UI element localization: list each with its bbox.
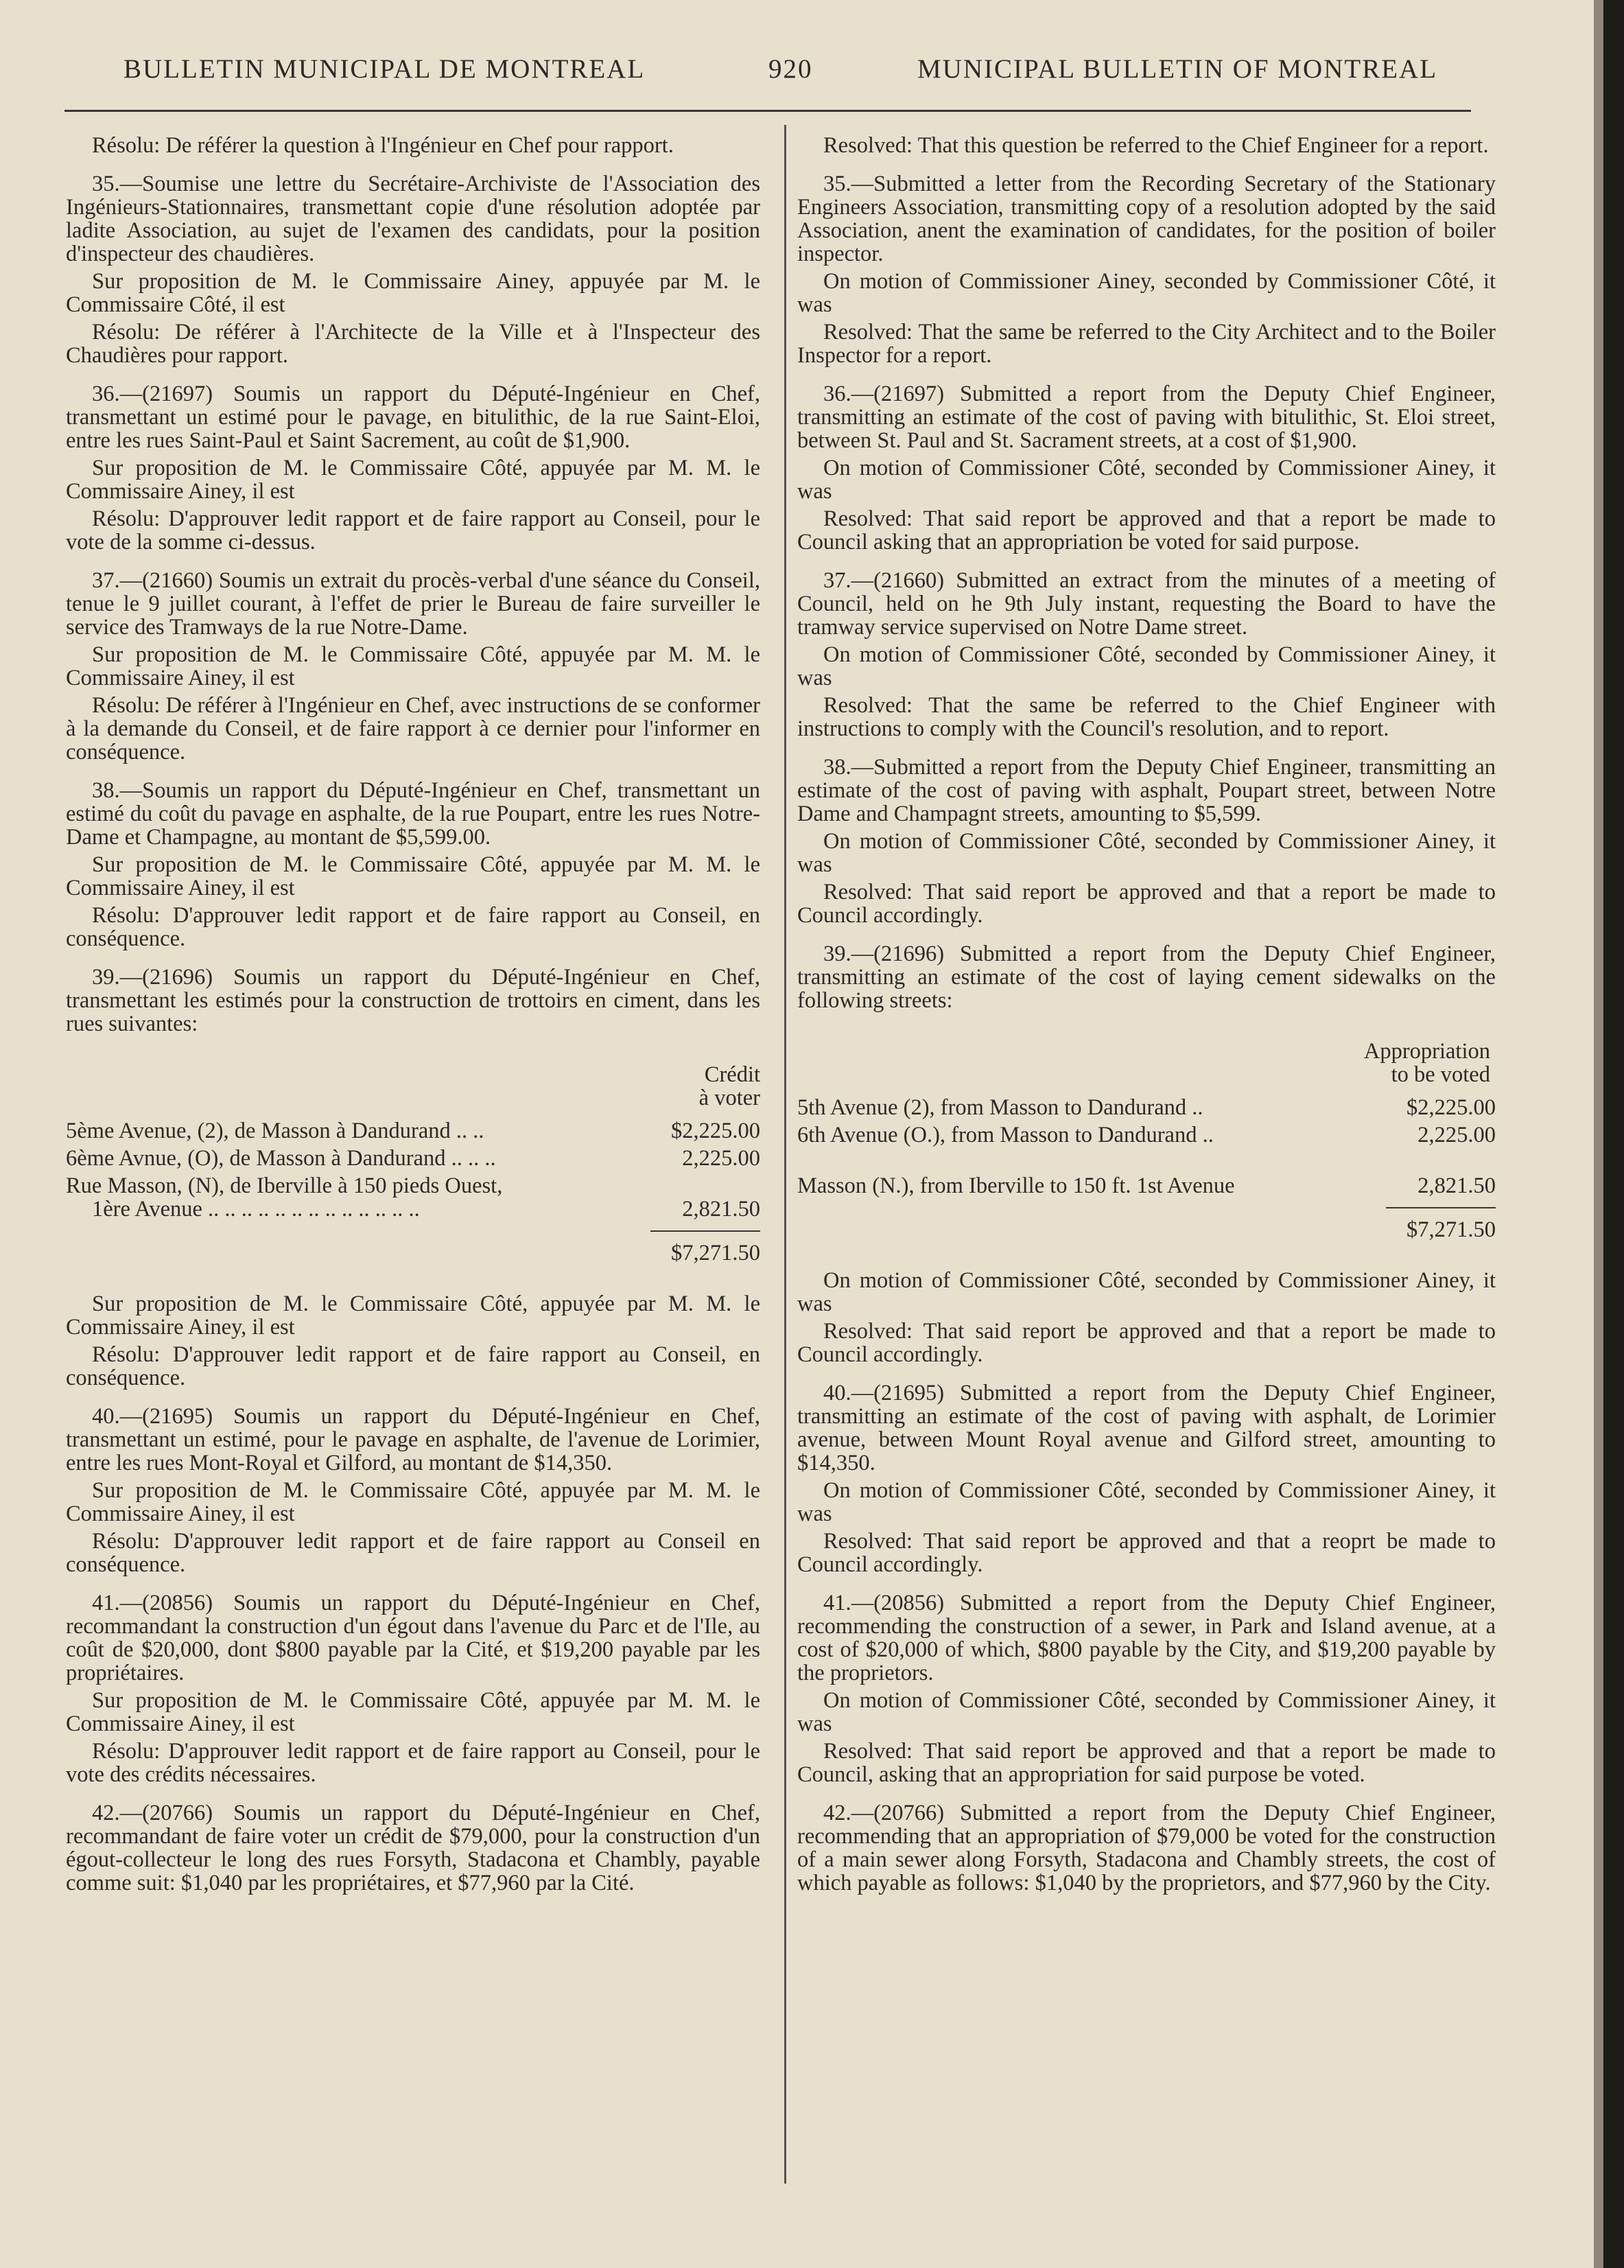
en-table-header-line: Appropriation xyxy=(1363,1039,1490,1064)
en-row-amount: 2,821.50 xyxy=(1417,1173,1496,1198)
en-paragraph: 38.—Submitted a report from the Deputy Chief Engineer, transmitting an estimate of the cost of paving with asphalt, Poupart street, between Notre Dame and Champagnt streets, amounting to $5,599. xyxy=(797,755,1496,826)
fr-paragraph: Résolu: D'approuver ledit rapport et de faire rapport au Conseil, pour le vote des crédits nécessaires. xyxy=(66,1739,760,1787)
binding-edge xyxy=(1603,0,1624,2268)
fr-table-header-line: à voter xyxy=(698,1086,760,1110)
en-paragraph: On motion of Commissioner Côté, seconded by Commissioner Ainey, it was xyxy=(797,1268,1496,1316)
fr-paragraph: 40.—(21695) Soumis un rapport du Député-Ingénieur en Chef, transmettant un estimé, pour le pavage en asphalte, de l'avenue de Lorimier, entre les rues Mont-Royal et Gilford, au montant de $14,350. xyxy=(66,1404,760,1475)
en-paragraph: 42.—(20766) Submitted a report from the Deputy Chief Engineer, recommending that an appropriation of $79,000 be voted for the construction of a main sewer along Forsyth, Stadacona and Chambly streets, the cost of which payable as follows: $1,040 by the proprietors, and $77,960 by the City. xyxy=(797,1801,1496,1895)
fr-paragraph: 39.—(21696) Soumis un rapport du Député-Ingénieur en Chef, transmettant les estimés pour la construction de trottoirs en ciment, dans les rues suivantes: xyxy=(66,965,760,1036)
fr-row-label-line: Rue Masson, (N), de Iberville à 150 pieds Ouest, xyxy=(66,1173,503,1198)
en-paragraph: 35.—Submitted a letter from the Recording Secretary of the Stationary Engineers Association, transmitting copy of a resolution adopted by the said Association, anent the examination of candidates, for the position of boiler inspector. xyxy=(797,172,1496,266)
en-row-amount: 2,225.00 xyxy=(1417,1123,1496,1147)
fr-paragraph: Résolu: De référer à l'Architecte de la Ville et à l'Inspecteur des Chaudières pour rapport. xyxy=(66,320,760,368)
fr-table-header xyxy=(66,1063,760,1110)
en-paragraph: Resolved: That said report be approved and that a report be made to Council accordingly. xyxy=(797,880,1496,928)
fr-paragraph: Sur proposition de M. le Commissaire Ainey, appuyée par M. le Commissaire Côté, il est xyxy=(66,269,760,317)
en-paragraph: 41.—(20856) Submitted a report from the Deputy Chief Engineer, recommending the construction of a sewer, in Park and Island avenue, at a cost of $20,000 of which, $800 payable by the City, and $19,200 payable by the proprietors. xyxy=(797,1591,1496,1685)
fr-row-amount: $2,225.00 xyxy=(671,1119,760,1143)
binding-shadow xyxy=(1594,0,1603,2268)
fr-total-rule xyxy=(650,1230,760,1232)
fr-table-row xyxy=(66,1147,760,1170)
en-total-rule xyxy=(1386,1207,1496,1208)
fr-paragraph: 38.—Soumis un rapport du Député-Ingénieur en Chef, transmettant un estimé du coût du pavage en asphalte, de la rue Poupart, entre les rues Notre-Dame et Champagne, au montant de $5,599.00. xyxy=(66,778,760,850)
fr-paragraph: 35.—Soumise une lettre du Secrétaire-Archiviste de l'Association des Ingénieurs-Stationnaires, transmettant copie d'une résolution adoptée par ladite Association, au sujet de l'examen des candidats, pour la position d'inspecteur des chaudières. xyxy=(66,172,760,266)
en-table-header xyxy=(797,1040,1496,1086)
fr-row-label xyxy=(66,1174,657,1221)
en-paragraph: Resolved: That this question be referred to the Chief Engineer for a report. xyxy=(823,133,1489,158)
fr-table-row xyxy=(66,1119,760,1143)
en-row-label: 5th Avenue (2), from Masson to Dandurand .. xyxy=(797,1095,1203,1120)
fr-paragraph: 36.—(21697) Soumis un rapport du Député-Ingénieur en Chef, transmettant un estimé pour le pavage, en bitulithic, de la rue Saint-Eloi, entre les rues Saint-Paul et Saint Sacrement, au coût de $1,900. xyxy=(66,382,760,453)
fr-table-header-line: Crédit xyxy=(704,1062,760,1087)
en-row-amount: $2,225.00 xyxy=(1407,1095,1496,1120)
column-divider xyxy=(784,125,786,2184)
en-paragraph: 39.—(21696) Submitted a report from the Deputy Chief Engineer, transmitting an estimate of the cost of laying cement sidewalks on the following streets: xyxy=(797,942,1496,1013)
en-paragraph: 37.—(21660) Submitted an extract from the minutes of a meeting of Council, held on he 9th July instant, requesting the Board to have the tramway service supervised on Notre Dame street. xyxy=(797,568,1496,640)
english-column xyxy=(797,134,1496,1899)
en-paragraph: Resolved: That the same be referred to the City Architect and to the Boiler Inspector for a report. xyxy=(797,320,1496,368)
en-paragraph: On motion of Commissioner Côté, seconded by Commissioner Ainey, it was xyxy=(797,1688,1496,1736)
fr-paragraph: 41.—(20856) Soumis un rapport du Député-Ingénieur en Chef, recommandant la construction d'un égout dans l'avenue du Parc et de l'Ile, au coût de $20,000, dont $800 payable par la Cité, et $19,200 payable par les propriétaires. xyxy=(66,1591,760,1685)
en-paragraph: Resolved: That said report be approved and that a reoprt be made to Council accordingly. xyxy=(797,1529,1496,1577)
page-number: 920 xyxy=(768,54,813,84)
en-paragraph: Resolved: That said report be approved and that a report be made to Council asking that an appropriation be voted for said purpose. xyxy=(797,506,1496,554)
fr-row-label: 6ème Avnue, (O), de Masson à Dandurand .. .. .. xyxy=(66,1146,496,1171)
fr-row-label: 5ème Avenue, (2), de Masson à Dandurand .. .. xyxy=(66,1119,484,1143)
fr-paragraph: Résolu: D'approuver ledit rapport et de faire rapport au Conseil en conséquence. xyxy=(66,1529,760,1577)
en-paragraph: On motion of Commissioner Côté, seconded by Commissioner Ainey, it was xyxy=(797,829,1496,877)
header-english-title: MUNICIPAL BULLETIN OF MONTREAL xyxy=(917,54,1438,84)
fr-row-label-line: 1ère Avenue .. .. .. .. .. .. .. .. .. .. .. .. .. xyxy=(92,1197,420,1221)
fr-paragraph: Résolu: D'approuver ledit rapport et de faire rapport au Conseil, en conséquence. xyxy=(66,903,760,951)
en-paragraph: Resolved: That said report be approved and that a report be made to Council accordingly. xyxy=(797,1319,1496,1367)
page-header xyxy=(0,54,1624,95)
fr-paragraph: Sur proposition de M. le Commissaire Côté, appuyée par M. M. le Commissaire Ainey, il est xyxy=(66,1688,760,1736)
en-paragraph: 40.—(21695) Submitted a report from the Deputy Chief Engineer, transmitting an estimate of the cost of paving with asphalt, de Lorimier avenue, between Mount Royal avenue and Gilford street, amounting to $14,350. xyxy=(797,1381,1496,1475)
fr-paragraph: Sur proposition de M. le Commissaire Côté, appuyée par M. M. le Commissaire Ainey, il est xyxy=(66,1291,760,1340)
en-table-row xyxy=(797,1096,1496,1119)
en-row-label: Masson (N.), from Iberville to 150 ft. 1st Avenue xyxy=(797,1173,1235,1198)
fr-table-total: $7,271.50 xyxy=(671,1241,760,1265)
en-paragraph: On motion of Commissioner Ainey, seconded by Commissioner Côté, it was xyxy=(797,269,1496,317)
header-french-title: BULLETIN MUNICIPAL DE MONTREAL xyxy=(123,54,646,84)
en-table-total: $7,271.50 xyxy=(1407,1217,1496,1242)
en-table-header-line: to be voted xyxy=(1391,1062,1490,1087)
header-rule xyxy=(64,110,1471,112)
fr-paragraph: Résolu: De référer la question à l'Ingénieur en Chef pour rapport. xyxy=(92,133,674,158)
french-column xyxy=(66,134,760,1899)
fr-paragraph: 37.—(21660) Soumis un extrait du procès-verbal d'une séance du Conseil, tenue le 9 juillet courant, à l'effet de prier le Bureau de faire surveiller le service des Tramways de la rue Notre-Dame. xyxy=(66,568,760,640)
en-paragraph: On motion of Commissioner Côté, seconded by Commissioner Ainey, it was xyxy=(797,456,1496,504)
fr-paragraph: Sur proposition de M. le Commissaire Côté, appuyée par M. M. le Commissaire Ainey, il est xyxy=(66,456,760,504)
en-table-row xyxy=(797,1174,1496,1197)
en-paragraph: On motion of Commissioner Côté, seconded by Commissioner Ainey, it was xyxy=(797,1478,1496,1526)
fr-paragraph: Résolu: De référer à l'Ingénieur en Chef, avec instructions de se conformer à la demande du Conseil, et de faire rapport à ce dernier pour l'informer en conséquence. xyxy=(66,693,760,764)
fr-table-row xyxy=(66,1174,760,1221)
en-paragraph: Resolved: That said report be approved and that a report be made to Council, asking that an appropriation for said purpose be voted. xyxy=(797,1739,1496,1787)
en-paragraph: Resolved: That the same be referred to the Chief Engineer with instructions to comply with the Council's resolution, and to report. xyxy=(797,693,1496,741)
fr-row-amount: 2,225.00 xyxy=(682,1146,760,1171)
fr-paragraph: Résolu: D'approuver ledit rapport et de faire rapport au Conseil, pour le vote de la somme ci-dessus. xyxy=(66,506,760,554)
fr-paragraph: 42.—(20766) Soumis un rapport du Député-Ingénieur en Chef, recommandant de faire voter un crédit de $79,000, pour la construction d'un égout-collecteur le long des rues Forsyth, Stadacona et Chambly, payable comme suit: $1,040 par les propriétaires, et $77,960 par la Cité. xyxy=(66,1801,760,1895)
en-table-row xyxy=(797,1123,1496,1147)
en-paragraph: 36.—(21697) Submitted a report from the Deputy Chief Engineer, transmitting an estimate of the cost of paving with bitulithic, St. Eloi street, between St. Paul and St. Sacrament streets, at a cost of $1,900. xyxy=(797,382,1496,453)
fr-paragraph: Sur proposition de M. le Commissaire Côté, appuyée par M. M. le Commissaire Ainey, il est xyxy=(66,1478,760,1526)
fr-paragraph: Résolu: D'approuver ledit rapport et de faire rapport au Conseil, en conséquence. xyxy=(66,1342,760,1390)
en-paragraph: On motion of Commissioner Côté, seconded by Commissioner Ainey, it was xyxy=(797,642,1496,690)
fr-paragraph: Sur proposition de M. le Commissaire Côté, appuyée par M. M. le Commissaire Ainey, il est xyxy=(66,642,760,690)
fr-paragraph: Sur proposition de M. le Commissaire Côté, appuyée par M. M. le Commissaire Ainey, il est xyxy=(66,852,760,900)
en-row-label: 6th Avenue (O.), from Masson to Dandurand .. xyxy=(797,1123,1214,1147)
fr-row-amount: 2,821.50 xyxy=(682,1197,760,1221)
